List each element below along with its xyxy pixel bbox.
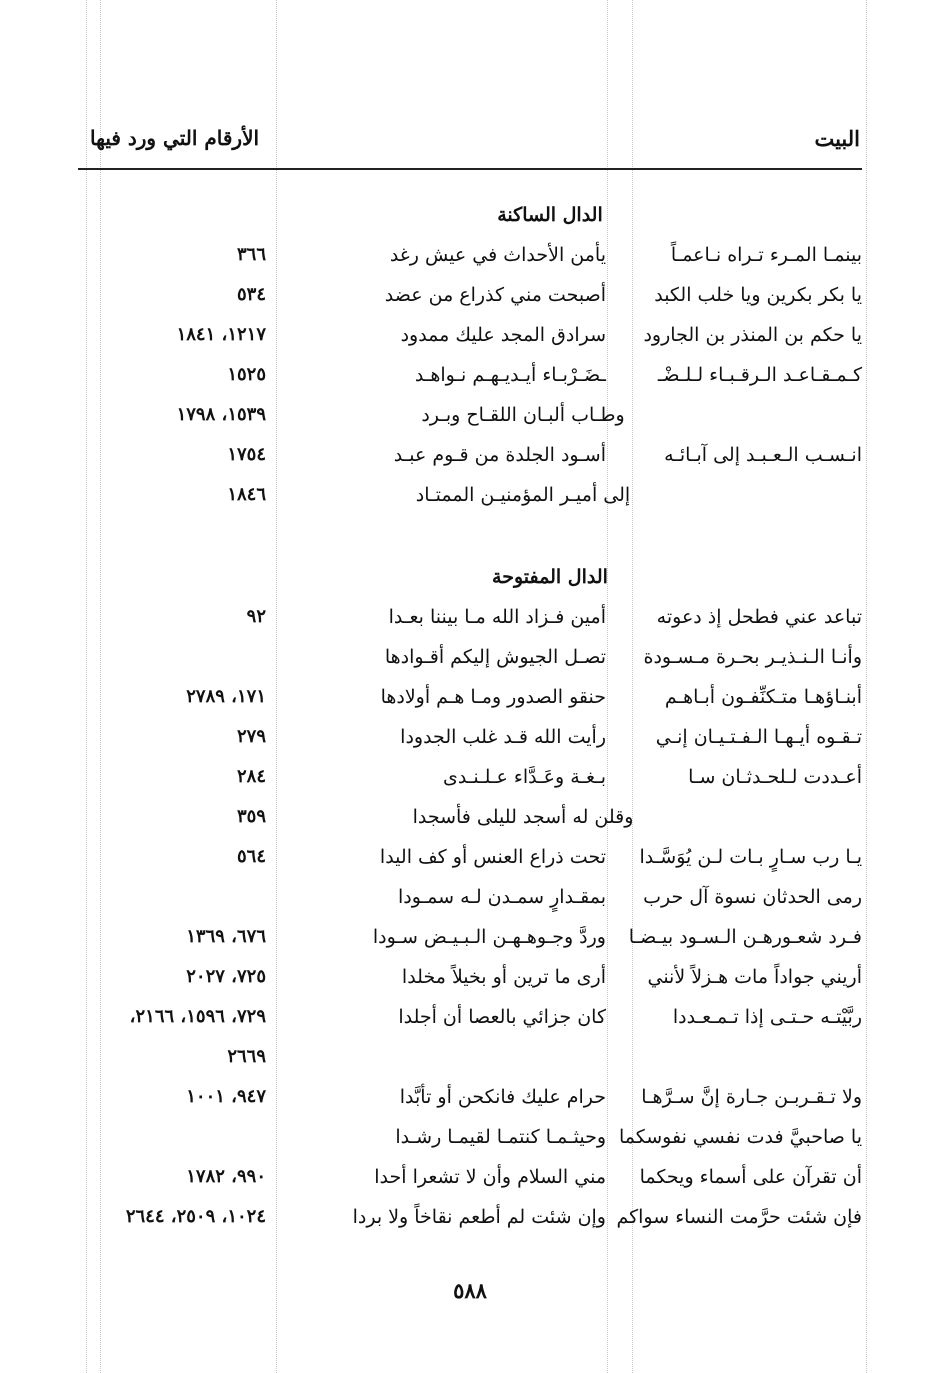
hemistich-first: تـقـوه أيـهـا الـفـتـيـان إنـي: [655, 726, 862, 748]
verse-row: [78, 438, 862, 478]
reference-numbers: ٣٥٩: [236, 806, 266, 827]
hemistich-first: يـا رب سـارٍ بـات لـن يُوَسَّـدا: [639, 846, 862, 868]
hemistich-first: بينمـا المـرء تـراه نـاعمـاً: [670, 244, 862, 266]
hemistich-second: أصبحت مني كذراع من عضد: [384, 284, 606, 306]
header-verse: البيت: [814, 126, 860, 151]
hemistich-second: أسـود الجلدة من قـوم عبـد: [393, 444, 606, 466]
reference-numbers: ٥٦٤: [236, 846, 266, 867]
hemistich-first: أريني جواداً مات هـزلاً لأنني: [647, 966, 862, 988]
hemistich-first: ربَّيْتـه حـتـى إذا تـمـعـددا: [672, 1006, 862, 1028]
hemistich-second: تصـل الجيوش إليكم أقـوادها: [384, 646, 606, 668]
verse-row: [78, 358, 862, 398]
header-numbers: الأرقام التي ورد فيها: [90, 126, 260, 150]
hemistich-second: بمقـدارٍ سمـدن لـه سمـودا: [398, 886, 606, 908]
hemistich-first: أبنـاؤهـا متـكنِّفـون أبـاهـم: [664, 686, 862, 708]
page-number: ٥٨٨: [453, 1278, 487, 1303]
hemistich-second: سرادق المجد عليك ممدود: [400, 324, 606, 346]
hemistich-second: كان جزائي بالعصا أن أجلدا: [398, 1006, 606, 1028]
verse-row: [78, 1120, 862, 1160]
verse-single-line: وطـاب ألبـان اللقـاح وبـرد: [421, 404, 625, 426]
table-header: [78, 120, 862, 170]
hemistich-first: يا حكم بن المنذر بن الجارود: [643, 324, 862, 346]
verse-row: [78, 920, 862, 960]
verse-row: [78, 720, 862, 760]
hemistich-first: فـرد شعـورهـن الـسـود بيـضـا: [628, 926, 862, 948]
verse-row: [78, 478, 862, 518]
reference-numbers: ٩٩٠، ١٧٨٢: [186, 1166, 266, 1187]
verse-row: [78, 398, 862, 438]
verse-row: [78, 680, 862, 720]
reference-numbers: ١٥٣٩، ١٧٩٨: [176, 404, 266, 425]
hemistich-first: فإن شئت حرَّمت النساء سواكم: [616, 1206, 862, 1228]
reference-numbers: ٢٦٦٩: [227, 1046, 266, 1067]
hemistich-second: وإن شئت لم أطعم نقاخاً ولا بردا: [352, 1206, 606, 1228]
verse-row: [78, 880, 862, 920]
reference-numbers: ١٨٤٦: [227, 484, 266, 505]
reference-numbers: ٦٧٦، ١٣٦٩: [186, 926, 266, 947]
hemistich-first: تباعد عني فطحل إذ دعوته: [656, 606, 862, 628]
verse-row: [78, 640, 862, 680]
hemistich-first: انـسـب الـعـبـد إلى آبـائـه: [664, 444, 862, 466]
reference-numbers: ٧٢٩، ١٥٩٦، ٢١٦٦،: [129, 1006, 266, 1027]
hemistich-second: أمين فـزاد الله مـا بيننا بعـدا: [388, 606, 606, 628]
verse-row: [78, 238, 862, 278]
reference-numbers: ٥٣٤: [236, 284, 266, 305]
verse-row: [78, 800, 862, 840]
section-title-maftouha: الدال المفتوحة: [492, 566, 608, 588]
reference-numbers: ١٥٢٥: [227, 364, 266, 385]
reference-numbers: ٧٢٥، ٢٠٢٧: [186, 966, 266, 987]
reference-numbers: ٣٦٦: [236, 244, 266, 265]
hemistich-second: وردَّ وجـوهـهـن الـبـيـض سـودا: [372, 926, 606, 948]
hemistich-first: أعـددت لـلحـدثـان سـا: [688, 766, 862, 788]
verse-row: [78, 960, 862, 1000]
hemistich-first: وأنـا الـنـذيـر بحـرة مـسـودة: [643, 646, 862, 668]
hemistich-second: رأيت الله قـد غلب الجدودا: [400, 726, 606, 748]
hemistich-first: كـمـقـاعـد الـرقـبـاء لـلـضْـ: [657, 364, 862, 386]
reference-numbers: ١٧٥٤: [227, 444, 266, 465]
verse-single-line: إلى أميـر المؤمنيـن الممتـاد: [415, 484, 631, 506]
reference-numbers: ١٧١، ٢٧٨٩: [186, 686, 266, 707]
verse-single-line: وقلن له أسجد لليلى فأسجدا: [412, 806, 634, 828]
hemistich-first: يا بكر بكرين ويا خلب الكبد: [654, 284, 862, 306]
hemistich-first: رمى الحدثان نسوة آل حرب: [643, 886, 862, 908]
verse-row: [78, 600, 862, 640]
verse-row: [78, 1160, 862, 1200]
reference-numbers: ١٢١٧، ١٨٤١: [176, 324, 266, 345]
verse-row: [78, 840, 862, 880]
hemistich-second: يأمن الأحداث في عيش رغد: [389, 244, 606, 266]
section-title-sakina: الدال الساكنة: [497, 204, 603, 226]
hemistich-first: ولا تـقـربـن جـارة إنَّ سـرَّهـا: [641, 1086, 862, 1108]
reference-numbers: ٢٨٤: [236, 766, 266, 787]
hemistich-second: حرام عليك فانكحن أو تأبَّدا: [399, 1086, 606, 1108]
reference-numbers: ٢٧٩: [236, 726, 266, 747]
verse-row: [78, 1080, 862, 1120]
verse-row-continuation: [78, 1040, 862, 1080]
verse-row: [78, 318, 862, 358]
verse-row: [78, 760, 862, 800]
hemistich-second: مني السلام وأن لا تشعرا أحدا: [374, 1166, 606, 1188]
hemistich-first: يا صاحبيَّ فدت نفسي نفوسكما: [618, 1126, 862, 1148]
guide-line-6: [866, 0, 867, 1373]
reference-numbers: ٩٤٧، ١٠٠١: [186, 1086, 266, 1107]
reference-numbers: ٩٢: [246, 606, 266, 627]
verse-row: [78, 278, 862, 318]
hemistich-second: تحت ذراع العنس أو كف اليدا: [379, 846, 606, 868]
reference-numbers: ١٠٢٤، ٢٥٠٩، ٢٦٤٤: [125, 1206, 266, 1227]
hemistich-second: بـغـة وعَـدَّاء عـلـنـدى: [442, 766, 606, 788]
verse-row: [78, 1000, 862, 1040]
hemistich-second: حنقو الصدور ومـا هـم أولادها: [380, 686, 606, 708]
hemistich-second: ـضَـرْبـاء أيـديـهـم نـواهـد: [414, 364, 606, 386]
verse-row: [78, 1200, 862, 1240]
hemistich-second: وحيثـمـا كنتمـا لقيمـا رشـدا: [395, 1126, 606, 1148]
hemistich-second: أرى ما ترين أو بخيلاً مخلدا: [401, 966, 606, 988]
hemistich-first: أن تقرآن على أسماء ويحكما: [639, 1166, 862, 1188]
